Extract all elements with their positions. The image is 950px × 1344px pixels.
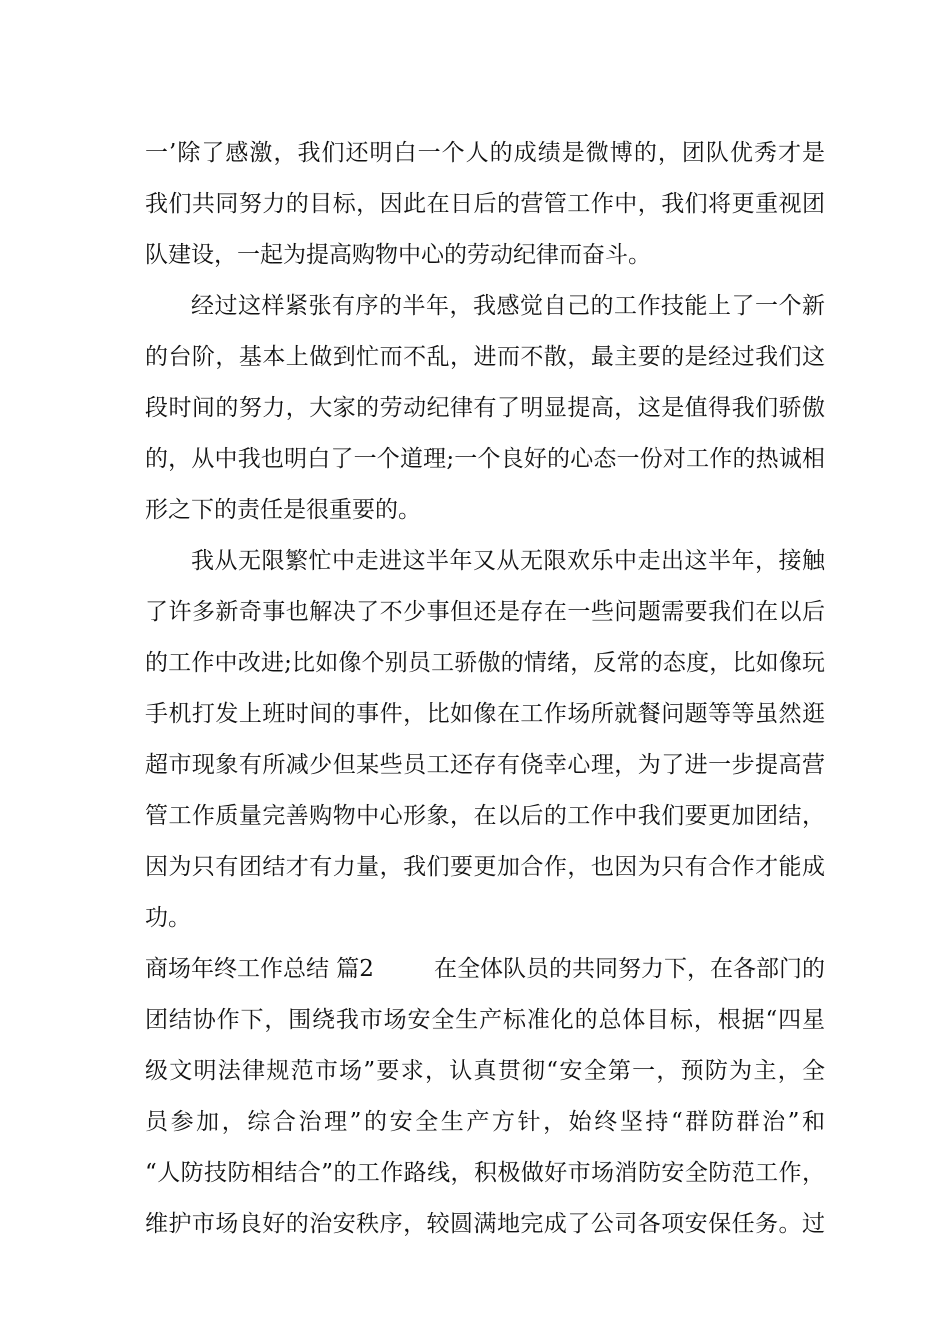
document-body (145, 128, 825, 1250)
text-line: 管工作质量完善购物中心形象，在以后的工作中我们要更加团结， (145, 803, 825, 829)
text-line: 经过这样紧张有序的半年，我感觉自己的工作技能上了一个新 (191, 293, 825, 319)
text-line: “人防技防相结合”的工作路线，积极做好市场消防安全防范工作， (145, 1160, 825, 1186)
text-line: 我从无限繁忙中走进这半年又从无限欢乐中走出这半年，接触 (191, 548, 825, 574)
text-line: 功。 (145, 905, 191, 931)
paragraph-2 (145, 281, 825, 536)
section-heading-line (145, 944, 825, 995)
text-line: 队建设，一起为提高购物中心的劳动纪律而奋斗。 (145, 242, 651, 268)
text-line: 因为只有团结才有力量，我们要更加合作，也因为只有合作才能成 (145, 854, 825, 880)
text-line: 员参加，综合治理”的安全生产方针，始终坚持“群防群治”和 (145, 1109, 825, 1135)
text-line: 了许多新奇事也解决了不少事但还是存在一些问题需要我们在以后 (145, 599, 825, 625)
text-line: 的，从中我也明白了一个道理;一个良好的心态一份对工作的热诚相 (145, 446, 825, 472)
paragraph-3 (145, 536, 825, 944)
text-line: 我们共同努力的目标，因此在日后的营管工作中，我们将更重视团 (145, 191, 825, 217)
text-line: 维护市场良好的治安秩序，较圆满地完成了公司各项安保任务。过 (145, 1211, 825, 1237)
text-line: 段时间的努力，大家的劳动纪律有了明显提高，这是值得我们骄傲 (145, 395, 825, 421)
text-line: 超市现象有所减少但某些员工还存有侥幸心理，为了进一步提高营 (145, 752, 825, 778)
section-2 (145, 944, 825, 1250)
text-line: 的工作中改进;比如像个别员工骄傲的情绪，反常的态度，比如像玩 (145, 650, 825, 676)
text-line: 一’除了感激，我们还明白一个人的成绩是微博的，团队优秀才是 (145, 140, 825, 166)
text-line: 级文明法律规范市场”要求，认真贯彻“安全第一，预防为主，全 (145, 1058, 825, 1084)
paragraph-1 (145, 128, 825, 281)
text-line: 团结协作下，围绕我市场安全生产标准化的总体目标，根据“四星 (145, 1007, 825, 1033)
text-line: 在全体队员的共同努力下，在各部门的 (433, 956, 825, 982)
section-heading: 商场年终工作总结 篇2 (145, 956, 374, 982)
text-line: 手机打发上班时间的事件，比如像在工作场所就餐问题等等虽然逛 (145, 701, 825, 727)
text-line: 形之下的责任是很重要的。 (145, 497, 421, 523)
text-line: 的台阶，基本上做到忙而不乱，进而不散，最主要的是经过我们这 (145, 344, 825, 370)
